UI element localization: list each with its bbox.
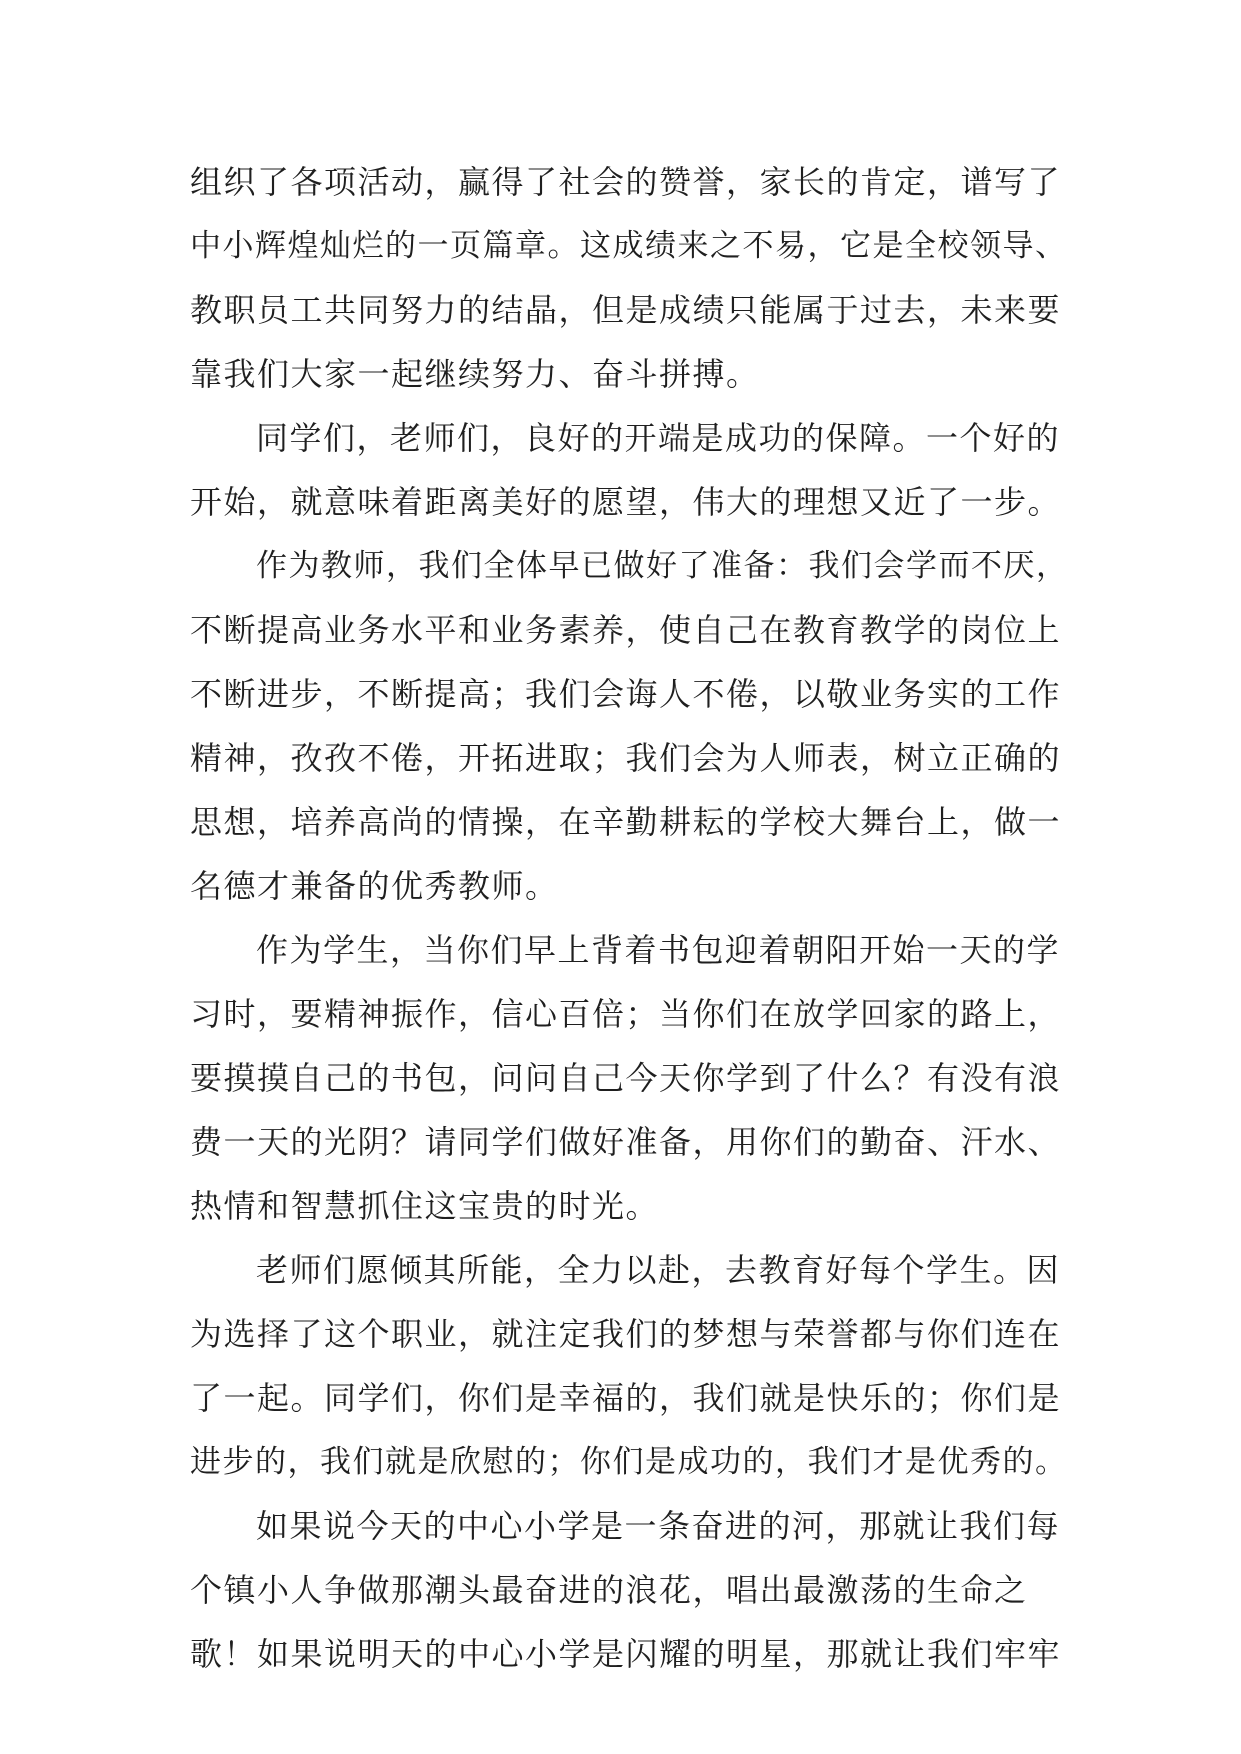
text-line: 作为学生，当你们早上背着书包迎着朝阳开始一天的学 xyxy=(256,931,1061,969)
text-line: 个镇小人争做那潮头最奋进的浪花，唱出最激荡的生命之 xyxy=(190,1571,1028,1609)
text-line: 为选择了这个职业，就注定我们的梦想与荣誉都与你们连在 xyxy=(190,1315,1062,1353)
text-line: 费一天的光阴？请同学们做好准备，用你们的勤奋、汗水、 xyxy=(190,1123,1062,1161)
text-line: 思想，培养高尚的情操，在辛勤耕耘的学校大舞台上，做一 xyxy=(190,803,1062,841)
text-line: 歌！如果说明天的中心小学是闪耀的明星，那就让我们牢牢 xyxy=(190,1635,1062,1673)
text-line: 同学们，老师们，良好的开端是成功的保障。一个好的 xyxy=(256,419,1061,457)
text-line: 教职员工共同努力的结晶，但是成绩只能属于过去，未来要 xyxy=(190,291,1062,329)
text-line: 如果说今天的中心小学是一条奋进的河，那就让我们每 xyxy=(256,1507,1061,1545)
text-line: 进步的，我们就是欣慰的；你们是成功的，我们才是优秀的。 xyxy=(190,1444,1068,1480)
text-line: 组织了各项活动，赢得了社会的赞誉，家长的肯定，谱写了 xyxy=(190,163,1062,201)
text-line: 不断提高业务水平和业务素养，使自己在教育教学的岗位上 xyxy=(190,611,1062,649)
text-line: 热情和智慧抓住这宝贵的时光。 xyxy=(190,1187,660,1225)
text-line: 名德才兼备的优秀教师。 xyxy=(190,867,559,905)
text-line: 精神，孜孜不倦，开拓进取；我们会为人师表，树立正确的 xyxy=(190,739,1062,777)
text-line: 中小辉煌灿烂的一页篇章。这成绩来之不易，它是全校领导、 xyxy=(190,228,1068,264)
text-line: 不断进步，不断提高；我们会诲人不倦，以敬业务实的工作 xyxy=(190,675,1062,713)
text-line: 习时，要精神振作，信心百倍；当你们在放学回家的路上， xyxy=(190,995,1062,1033)
body-text xyxy=(190,150,1070,1686)
text-line: 作为教师，我们全体早已做好了准备：我们会学而不厌， xyxy=(256,548,1069,584)
text-line: 了一起。同学们，你们是幸福的，我们就是快乐的；你们是 xyxy=(190,1379,1062,1417)
text-line: 老师们愿倾其所能，全力以赴，去教育好每个学生。因 xyxy=(256,1251,1061,1289)
text-line: 靠我们大家一起继续努力、奋斗拼搏。 xyxy=(190,355,760,393)
text-line: 开始，就意味着距离美好的愿望，伟大的理想又近了一步。 xyxy=(190,483,1062,521)
text-line: 要摸摸自己的书包，问问自己今天你学到了什么？有没有浪 xyxy=(190,1059,1062,1097)
